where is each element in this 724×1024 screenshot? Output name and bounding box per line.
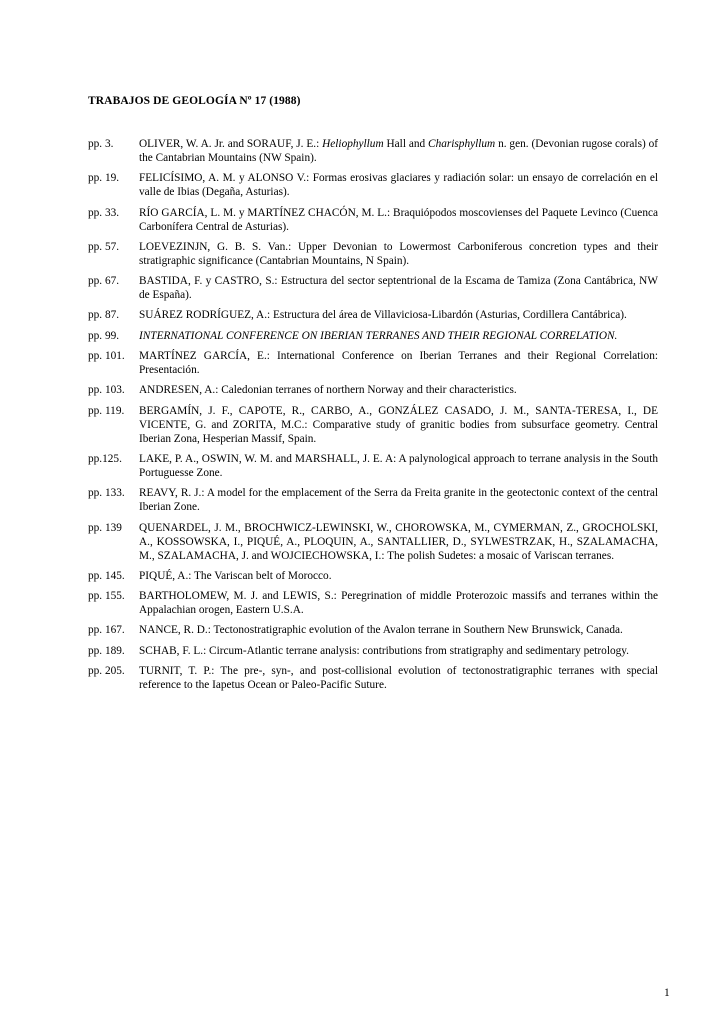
contents-entry [88,240,658,268]
contents-entry [88,308,658,322]
citation-text: TURNIT, T. P.: The pre-, syn-, and post-collisional evolution of tectonostratigraphic terranes with special reference to the Iapetus Ocean or Paleo-Pacific Suture. [139,665,658,692]
entry-citation [139,404,658,446]
entry-page-ref: pp. 103. [88,384,125,397]
citation-text: LAKE, P. A., OSWIN, W. M. and MARSHALL, J. E. A: A palynological approach to terrane analysis in the South Portuguesse Zone. [139,452,658,479]
entry-citation [139,452,658,480]
entry-citation [139,383,658,397]
entry-page-ref: pp. 145. [88,569,125,582]
contents-entry [88,404,658,446]
entry-page-ref: pp. 19. [88,172,120,185]
entry-citation [139,623,658,637]
citation-text: BARTHOLOMEW, M. J. and LEWIS, S.: Peregrination of middle Proterozoic massifs and terranes within the Appalachian orogen, Eastern U.S.A. [139,590,658,617]
contents-entry [88,383,658,397]
contents-entry [88,137,658,165]
entry-citation [139,329,658,343]
entry-citation [139,521,658,563]
entry-citation [139,240,658,268]
contents-entry [88,206,658,234]
entry-page-ref: pp.125. [88,452,122,465]
entry-citation [139,644,658,658]
entry-page-ref: pp. 101. [88,350,125,363]
citation-text: n. gen. (Devonian rugose corals) of the Cantabrian Mountains (NW Spain). [139,138,659,164]
citation-text: QUENARDEL, J. M., BROCHWICZ-LEWINSKI, W., CHOROWSKA, M., CYMERMAN, Z., GROCHOLSKI, A., KOSSOWSKA, I., PIQUÉ, A., PLOQUIN, A., SANTALLIER, D., SYLWESTRZAK, H., SZALAMACHA, M., SZALAMACHA, J. and WOJCIECHOWSKA, I.: The polish Sudetes: a mosaic of Variscan terranes. [139,521,658,562]
contents-entry [88,329,658,343]
contents-entry [88,623,658,637]
contents-entry [88,171,658,199]
entry-page-ref: pp. 57. [88,240,120,253]
contents-list [88,137,658,698]
entry-citation [139,274,658,302]
entry-citation [139,486,658,514]
contents-entry [88,274,658,302]
citation-text: PIQUÉ, A.: The Variscan belt of Morocco. [139,569,332,582]
entry-page-ref: pp. 67. [88,275,120,288]
citation-text: RÍO GARCÍA, L. M. y MARTÍNEZ CHACÓN, M. L.: Braquiópodos moscovienses del Paquete Levinco (Cuenca Carbonífera Central de Asturias). [139,206,658,233]
entry-citation [139,349,658,377]
entry-citation [139,664,658,692]
contents-entry [88,569,658,583]
contents-entry [88,644,658,658]
citation-text: BERGAMÍN, J. F., CAPOTE, R., CARBO, A., GONZÁLEZ CASADO, J. M., SANTA-TERESA, I., DE VICENTE, G. and ZORITA, M.C.: Comparative study of granitic bodies from subsurface geometry. Central Iberian Zona, Hesperian Massif, Spain. [139,404,658,445]
citation-text: OLIVER, W. A. Jr. and SORAUF, J. E.: [139,138,323,150]
citation-italic-text: Charisphyllum [428,138,496,150]
contents-entry [88,349,658,377]
contents-entry [88,521,658,563]
entry-page-ref: pp. 33. [88,206,120,219]
citation-text: Hall and [383,138,429,150]
citation-text: FELICÍSIMO, A. M. y ALONSO V.: Formas erosivas glaciares y radiación solar: un ensayo de correlación en el valle de Ibias (Degaña, Asturias). [139,172,658,199]
contents-entry [88,452,658,480]
entry-page-ref: pp. 3. [88,138,114,150]
entry-page-ref: pp. 87. [88,309,120,322]
entry-page-ref: pp. 167. [88,624,125,637]
journal-heading: TRABAJOS DE GEOLOGÍA Nº 17 (1988) [88,95,301,107]
entry-page-ref: pp. 155. [88,590,125,603]
contents-entry [88,664,658,692]
citation-text: NANCE, R. D.: Tectonostratigraphic evolution of the Avalon terrane in Southern New Brunswick, Canada. [139,624,623,637]
entry-page-ref: pp. 99. [88,329,120,342]
citation-text: BASTIDA, F. y CASTRO, S.: Estructura del sector septentrional de la Escama de Tamiza (Zona Cantábrica, NW de España). [139,275,658,302]
page-number: 1 [664,987,670,999]
entry-citation [139,308,658,322]
entry-citation [139,137,658,165]
entry-page-ref: pp. 205. [88,665,125,678]
citation-text: REAVY, R. J.: A model for the emplacement of the Serra da Freita granite in the geotectonic context of the central Iberian Zone. [139,487,658,514]
entry-citation [139,171,658,199]
citation-text: MARTÍNEZ GARCÍA, E.: International Conference on Iberian Terranes and their Regional Correlation: Presentación. [139,350,658,377]
entry-citation [139,589,658,617]
contents-entry [88,486,658,514]
citation-italic-text: INTERNATIONAL CONFERENCE ON IBERIAN TERRANES AND THEIR REGIONAL CORRELATION. [139,329,618,342]
citation-italic-text: Heliophyllum [322,138,384,150]
citation-text: ANDRESEN, A.: Caledonian terranes of northern Norway and their characteristics. [139,384,517,397]
entry-page-ref: pp. 189. [88,644,125,657]
contents-entry [88,589,658,617]
entry-page-ref: pp. 119. [88,404,125,417]
citation-text: LOEVEZINJN, G. B. S. Van.: Upper Devonian to Lowermost Carboniferous concretion types and their stratigraphic significance (Cantabrian Mountains, N Spain). [139,240,658,267]
citation-text: SCHAB, F. L.: Circum-Atlantic terrane analysis: contributions from stratigraphy and sedimentary petrology. [139,644,629,657]
entry-page-ref: pp. 133. [88,487,125,500]
entry-citation [139,206,658,234]
entry-page-ref: pp. 139 [88,521,122,534]
entry-citation [139,569,658,583]
citation-text: SUÁREZ RODRÍGUEZ, A.: Estructura del área de Villaviciosa-Libardón (Asturias, Cordillera Cantábrica). [139,309,627,322]
